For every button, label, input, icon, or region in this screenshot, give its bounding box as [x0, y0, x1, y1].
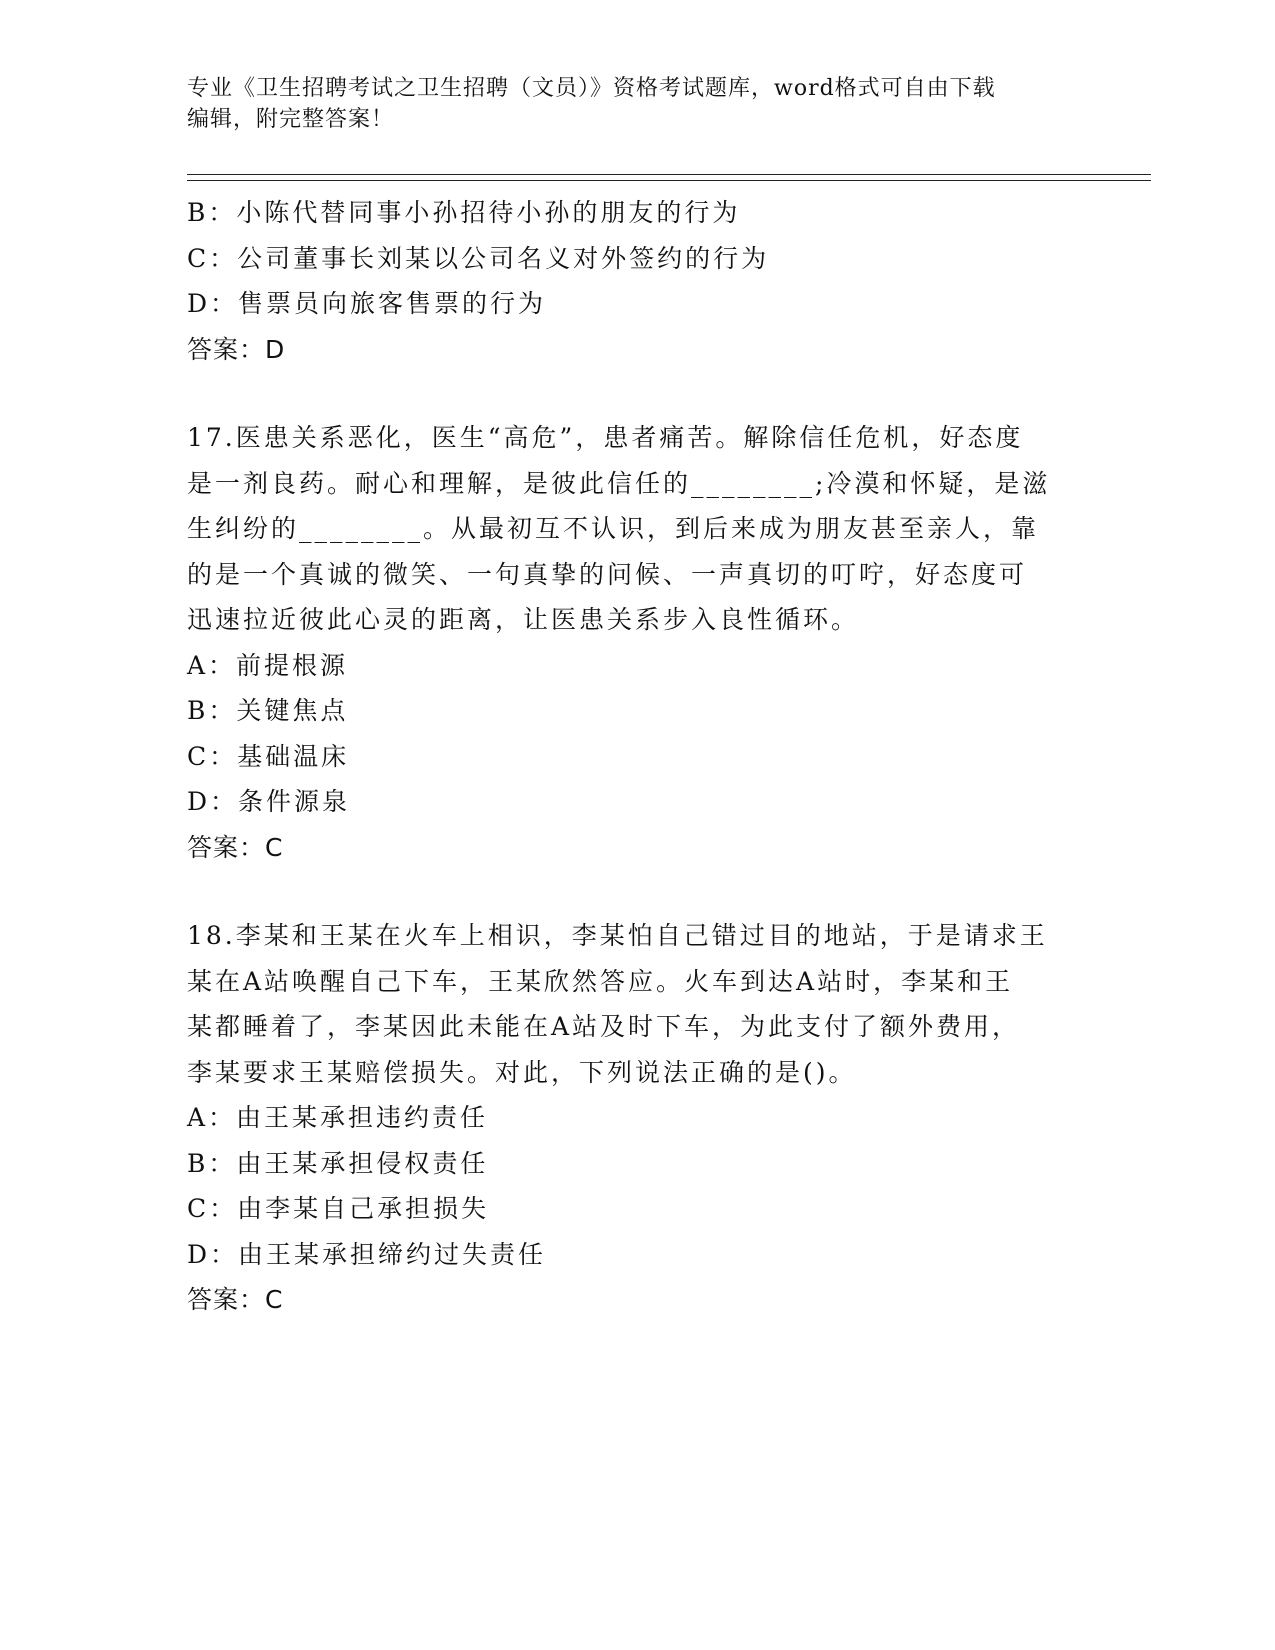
- q18-option-d: D：由王某承担缔约过失责任: [187, 1239, 547, 1269]
- q17-option-a: A：前提根源: [187, 650, 349, 680]
- q17-stem-line-4: 的是一个真诚的微笑、一句真挚的问候、一声真切的叮咛，好态度可: [187, 559, 1028, 589]
- header-divider-top: [187, 174, 1151, 175]
- question-17-block: [187, 415, 1087, 870]
- q17-stem-line-2: 是一剂良药。耐心和理解，是彼此信任的________;冷漠和怀疑，是滋: [187, 468, 1051, 498]
- q18-stem-line-1: 18.李某和王某在火车上相识，李某怕自己错过目的地站，于是请求王: [187, 921, 1048, 950]
- spacer: [187, 372, 1087, 415]
- q18-option-c: C：由李某自己承担损失: [187, 1194, 490, 1223]
- q17-option-b: B：关键焦点: [187, 696, 349, 725]
- question-18-block: [187, 913, 1087, 1323]
- page-header: [187, 73, 1067, 135]
- q16-answer: 答案：D: [187, 334, 286, 364]
- q18-answer: 答案：C: [187, 1285, 284, 1314]
- q18-stem-line-3: 某都睡着了，李某因此未能在A站及时下车，为此支付了额外费用，: [187, 1012, 1021, 1041]
- spacer: [187, 870, 1087, 913]
- q17-answer: 答案：C: [187, 832, 284, 862]
- q17-stem-line-5: 迅速拉近彼此心灵的距离，让医患关系步入良性循环。: [187, 605, 860, 634]
- q18-option-a: A：由王某承担违约责任: [187, 1103, 489, 1132]
- q18-stem-line-4: 李某要求王某赔偿损失。对此，下列说法正确的是()。: [187, 1057, 857, 1087]
- q16-option-d: D：售票员向旅客售票的行为: [187, 289, 547, 318]
- header-title-line-1: 专业《卫生招聘考试之卫生招聘（文员）》资格考试题库，word格式可自由下载: [187, 76, 996, 101]
- q17-stem-line-1: 17.医患关系恶化，医生“高危”，患者痛苦。解除信任危机，好态度: [187, 423, 1024, 452]
- q16-option-c: C：公司董事长刘某以公司名义对外签约的行为: [187, 243, 770, 273]
- q18-option-b: B：由王某承担侵权责任: [187, 1148, 489, 1178]
- header-divider-bottom: [187, 180, 1151, 181]
- q18-stem-line-2: 某在A站唤醒自己下车，王某欣然答应。火车到达A站时，李某和王: [187, 966, 1014, 996]
- q17-option-c: C：基础温床: [187, 741, 350, 771]
- document-body: [187, 190, 1087, 1323]
- q17-option-d: D：条件源泉: [187, 787, 351, 816]
- question-16-block: [187, 190, 1087, 372]
- header-title-line-2: 编辑，附完整答案！: [187, 107, 395, 132]
- q17-stem-line-3: 生纠纷的________。从最初互不认识，到后来成为朋友甚至亲人，靠: [187, 514, 1040, 543]
- q16-option-b: B：小陈代替同事小孙招待小孙的朋友的行为: [187, 198, 741, 227]
